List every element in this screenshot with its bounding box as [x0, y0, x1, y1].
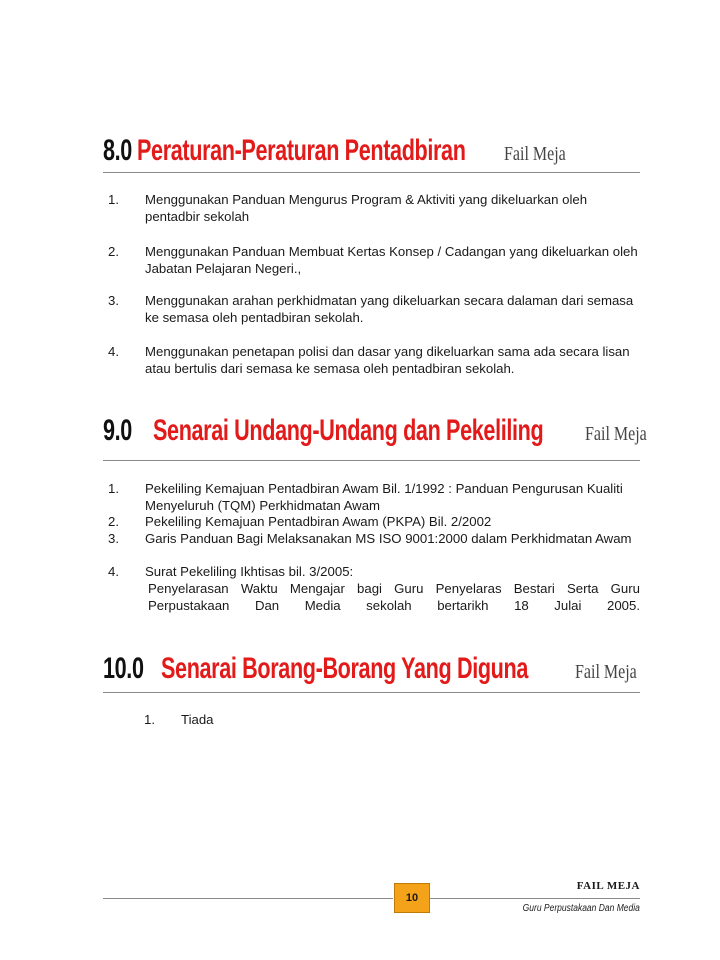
section-title: Senarai Borang-Borang Yang Diguna: [161, 652, 529, 685]
item-number: 1.: [144, 712, 155, 727]
item-text: Garis Panduan Bagi Melaksanakan MS ISO 9001:2000 dalam Perkhidmatan Awam: [145, 531, 632, 546]
item-number: 1.: [108, 192, 119, 207]
section-subtitle: Fail Meja: [575, 661, 637, 683]
section-rule: [103, 692, 640, 693]
footer-subtitle: Guru Perpustakaan Dan Media: [522, 903, 640, 914]
footer-rule-left: [103, 898, 393, 899]
item-text: Tiada: [181, 712, 214, 727]
item-text: Menggunakan arahan perkhidmatan yang dikeluarkan secara dalaman dari semasa ke semasa oleh pentadbiran sekolah.: [145, 293, 634, 325]
item-text: Menggunakan Panduan Membuat Kertas Konsep / Cadangan yang dikeluarkan oleh Jabatan Pelajaran Negeri.,: [145, 244, 638, 276]
item-number: 2.: [108, 244, 119, 259]
item-number: 3.: [108, 531, 119, 546]
item-text: Surat Pekeliling Ikhtisas bil. 3/2005:: [145, 564, 354, 579]
section-title: Peraturan-Peraturan Pentadbiran: [137, 134, 466, 167]
page-number: 10: [405, 892, 419, 904]
footer-rule-right: [430, 898, 640, 899]
section-heading-10: [103, 652, 652, 686]
item-number: 4.: [108, 564, 119, 579]
section-number: 8.0: [103, 134, 132, 167]
page-number-badge: [394, 883, 430, 913]
item-detail-text: Penyelarasan Waktu Mengajar bagi Guru Penyelaras Bestari Serta Guru Perpustakaan Dan Media sekolah bertarikh 18 Julai 2005.: [148, 581, 640, 613]
item-number: 4.: [108, 344, 119, 359]
item-text: Menggunakan Panduan Mengurus Program & Aktiviti yang dikeluarkan oleh pentadbir sekolah: [145, 192, 588, 224]
item-text: Menggunakan penetapan polisi dan dasar yang dikeluarkan sama ada secara lisan atau bertulis dari semasa ke semasa oleh pentadbiran sekolah.: [145, 344, 630, 376]
section-number: 9.0: [103, 414, 132, 447]
section-rule: [103, 172, 640, 173]
section-heading-8: [103, 134, 581, 168]
section-number: 10.0: [103, 652, 144, 685]
section-rule: [103, 460, 640, 461]
item-number: 2.: [108, 514, 119, 529]
item-text: Pekeliling Kemajuan Pentadbiran Awam (PKPA) Bil. 2/2002: [145, 514, 492, 529]
section-subtitle: Fail Meja: [503, 143, 566, 165]
item-text: Pekeliling Kemajuan Pentadbiran Awam Bil. 1/1992 : Panduan Pengurusan Kualiti Menyeluruh (TQM) Perkhidmatan Awam: [145, 481, 623, 513]
section-title: Senarai Undang-Undang dan Pekeliling: [153, 414, 544, 447]
section-heading-9: [103, 414, 663, 448]
footer-title: FAIL MEJA: [576, 880, 640, 892]
item-number: 3.: [108, 293, 119, 308]
item-number: 1.: [108, 481, 119, 496]
section-subtitle: Fail Meja: [585, 423, 648, 445]
